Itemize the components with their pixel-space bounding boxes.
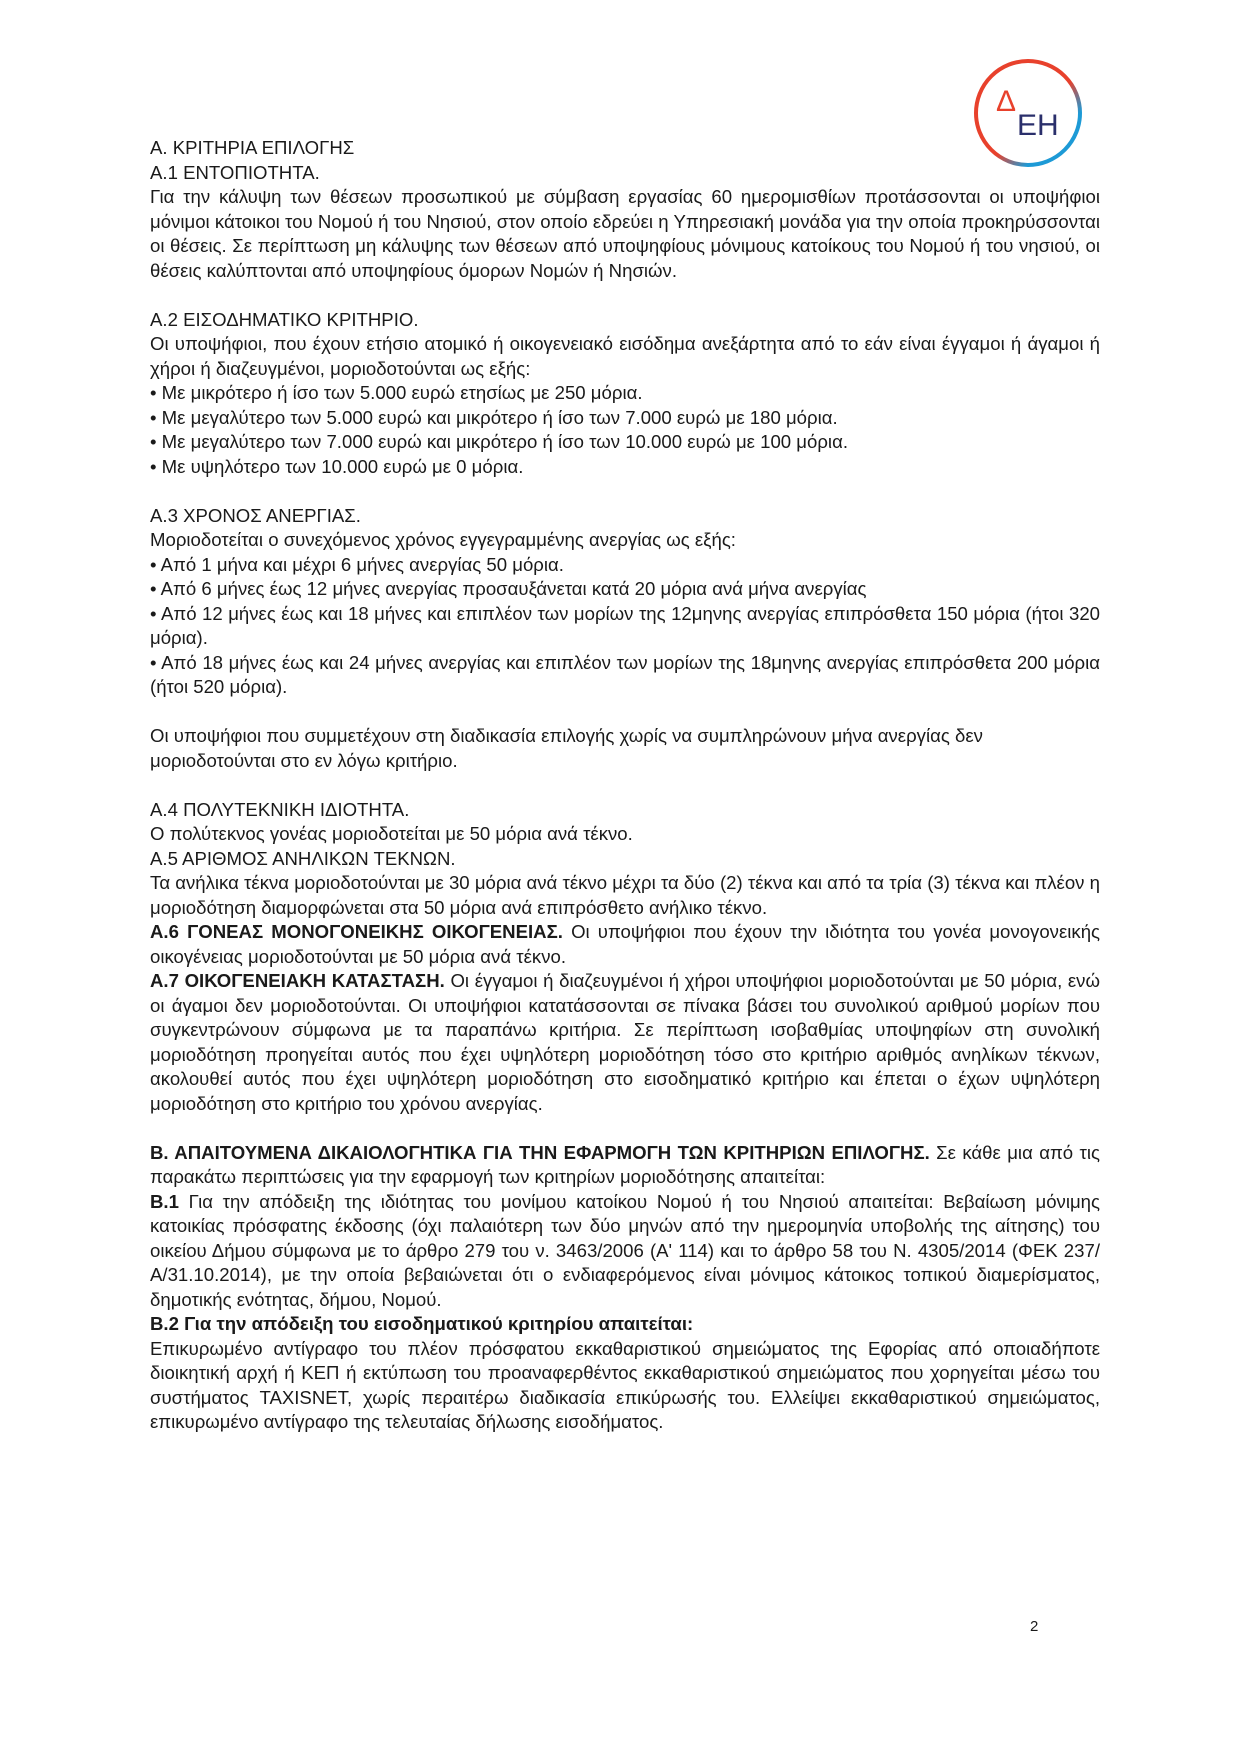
list-item: • Από 12 μήνες έως και 18 μήνες και επιπλέον των μορίων της 12μηνης ανεργίας επιπρόσθετα 150 μόρια (ήτοι 320 μόρια). — [150, 602, 1100, 648]
section-a7-title: Α.7 ΟΙΚΟΓΕΝΕΙΑΚΗ ΚΑΤΑΣΤΑΣΗ. — [150, 970, 445, 991]
svg-text:ΕΗ: ΕΗ — [1017, 109, 1059, 142]
section-a3-title: Α.3 ΧΡΟΝΟΣ ΑΝΕΡΓΙΑΣ. — [150, 504, 361, 526]
section-a2-intro: Οι υποψήφιοι, που έχουν ετήσιο ατομικό ή οικογενειακό εισόδημα ανεξάρτητα από το εάν είναι έγγαμοι ή άγαμοι ή χήροι ή διαζευγμένοι, μοριοδοτούνται ως εξής: — [150, 333, 1100, 379]
section-a3-note: Οι υποψήφιοι που συμμετέχουν στη διαδικασία επιλογής χωρίς να συμπληρώνουν μήνα ανεργίας δεν μοριοδοτούνται στο εν λόγω κριτήριο. — [150, 725, 983, 771]
section-a7-text: Οι έγγαμοι ή διαζευγμένοι ή χήροι υποψήφιοι μοριοδοτούνται με 50 μόρια, ενώ οι άγαμοι δεν μοριοδοτούνται. Οι υποψήφιοι κατατάσσονται σε πίνακα βάσει του συνολικού αριθμού μορίων που συγκεντρώνουν σύμφωνα με τα παραπάνω κριτήρια. Σε περίπτωση ισοβαθμίας υποψηφίων στη συνολική μοριοδότηση προηγείται αυτός που έχει υψηλότερη μοριοδότηση τόσο στο κριτήριο αριθμός ανηλίκων τέκνων, ακολουθεί αυτός που έχει υψηλότερη μοριοδότηση στο εισοδηματικό κριτήριο και έπεται ο έχων υψηλότερη μοριοδότηση στο κριτήριο του χρόνου ανεργίας. — [150, 970, 1100, 1114]
section-b1-text: Για την απόδειξη της ιδιότητας του μονίμου κατοίκου Νομού ή του Νησιού απαιτείται: Βεβαίωση μόνιμης κατοικίας πρόσφατης έκδοσης (όχι παλαιότερη των δύο μηνών από την ημερομηνία υποβολής της αίτησης) του οικείου Δήμου σύμφωνα με το άρθρο 279 του ν. 3463/2006 (Α' 114) και το άρθρο 58 του Ν. 4305/2014 (ΦΕΚ 237/Α/31.10.2014), με την οποία βεβαιώνεται ότι ο ενδιαφερόμενος είναι μόνιμος κάτοικος τοπικού διαμερίσματος, δημοτικής ενότητας, δήμου, Νομού. — [150, 1190, 1100, 1310]
list-item: • Με μεγαλύτερο των 5.000 ευρώ και μικρότερο ή ίσο των 7.000 ευρώ με 180 μόρια. — [150, 406, 838, 428]
list-item: • Με μεγαλύτερο των 7.000 ευρώ και μικρότερο ή ίσο των 10.000 ευρώ με 100 μόρια. — [150, 431, 848, 452]
list-item: • Με υψηλότερο των 10.000 ευρώ με 0 μόρια. — [150, 455, 524, 477]
section-b-text: Σε κάθε μια από τις παρακάτω περιπτώσεις για την εφαρμογή των κριτηρίων μοριοδότησης απαιτείται: — [150, 1141, 1100, 1187]
section-a3-intro: Μοριοδοτείται ο συνεχόμενος χρόνος εγγεγραμμένης ανεργίας ως εξής: — [150, 529, 736, 550]
section-b1-paragraph — [150, 1190, 1100, 1313]
document-body — [150, 136, 1100, 1435]
section-a1-text: Για την κάλυψη των θέσεων προσωπικού με σύμβαση εργασίας 60 ημερομισθίων προτάσσονται οι υποψήφιοι μόνιμοι κάτοικοι του Νομού ή του Νησιού, στον οποίο εδρεύει η Υπηρεσιακή μονάδα για την οποία προκηρύσσονται οι θέσεις. Σε περίπτωση μη κάλυψης των θέσεων από υποψηφίους μόνιμους κατοίκους του Νομού ή του νησιού, οι θέσεις καλύπτονται από υποψηφίους όμορων Νομών ή Νησιών. — [150, 186, 1100, 281]
section-b2-title: Β.2 Για την απόδειξη του εισοδηματικού κριτηρίου απαιτείται: — [150, 1313, 694, 1334]
section-b-title: Β. ΑΠΑΙΤΟΥΜΕΝΑ ΔΙΚΑΙΟΛΟΓΗΤΙΚΑ ΓΙΑ ΤΗΝ ΕΦΑΡΜΟΓΗ ΤΩΝ ΚΡΙΤΗΡΙΩΝ ΕΠΙΛΟΓΗΣ. — [150, 1141, 930, 1163]
section-a2-title: Α.2 ΕΙΣΟΔΗΜΑΤΙΚΟ ΚΡΙΤΗΡΙΟ. — [150, 308, 419, 330]
section-a-title: Α. ΚΡΙΤΗΡΙΑ ΕΠΙΛΟΓΗΣ — [150, 137, 355, 158]
section-a4-title: Α.4 ΠΟΛΥΤΕΚΝΙΚΗ ΙΔΙΟΤΗΤΑ. — [150, 798, 410, 820]
list-item: • Από 18 μήνες έως και 24 μήνες ανεργίας και επιπλέον των μορίων της 18μηνης ανεργίας επιπρόσθετα 200 μόρια (ήτοι 520 μόρια). — [150, 651, 1100, 697]
svg-text:Δ: Δ — [996, 85, 1017, 118]
section-a7-paragraph — [150, 969, 1100, 1116]
page-number: 2 — [1030, 1618, 1039, 1635]
section-a5-title: Α.5 ΑΡΙΘΜΟΣ ΑΝΗΛΙΚΩΝ ΤΕΚΝΩΝ. — [150, 847, 456, 869]
section-a4-text: Ο πολύτεκνος γονέας μοριοδοτείται με 50 μόρια ανά τέκνο. — [150, 823, 633, 844]
section-a5-text: Τα ανήλικα τέκνα μοριοδοτούνται με 30 μόρια ανά τέκνο μέχρι τα δύο (2) τέκνα και από τα τρία (3) τέκνα και πλέον η μοριοδότηση διαμορφώνεται στα 50 μόρια ανά επιπρόσθετο ανήλικο τέκνο. — [150, 872, 1100, 918]
section-a6-title: Α.6 ΓΟΝΕΑΣ ΜΟΝΟΓΟΝΕΙΚΗΣ ΟΙΚΟΓΕΝΕΙΑΣ. — [150, 921, 563, 942]
list-item: • Από 1 μήνα και μέχρι 6 μήνες ανεργίας 50 μόρια. — [150, 553, 564, 575]
list-item: • Με μικρότερο ή ίσο των 5.000 ευρώ ετησίως με 250 μόρια. — [150, 382, 643, 403]
section-b-paragraph — [150, 1141, 1100, 1190]
section-a1-title: Α.1 ΕΝΤΟΠΙΟΤΗΤΑ. — [150, 161, 320, 183]
section-a6-paragraph — [150, 920, 1100, 969]
section-b1-title: Β.1 — [150, 1190, 179, 1212]
section-a6-text: Οι υποψήφιοι που έχουν την ιδιότητα του γονέα μονογονεικής οικογένειας μοριοδοτούνται με 50 μόρια ανά τέκνο. — [150, 921, 1100, 967]
section-b2-text: Επικυρωμένο αντίγραφο του πλέον πρόσφατου εκκαθαριστικού σημειώματος της Εφορίας από οποιαδήποτε διοικητική αρχή ή ΚΕΠ ή εκτύπωση του προαναφερθέντος εκκαθαριστικού σημειώματος που χορηγείται μέσω του συστήματος TAXISNET, χωρίς περαιτέρω διαδικασία επικύρωσής του. Ελλείψει εκκαθαριστικού σημειώματος, επικυρωμένο αντίγραφο της τελευταίας δήλωσης εισοδήματος. — [150, 1337, 1100, 1432]
list-item: • Από 6 μήνες έως 12 μήνες ανεργίας προσαυξάνεται κατά 20 μόρια ανά μήνα ανεργίας — [150, 578, 867, 599]
